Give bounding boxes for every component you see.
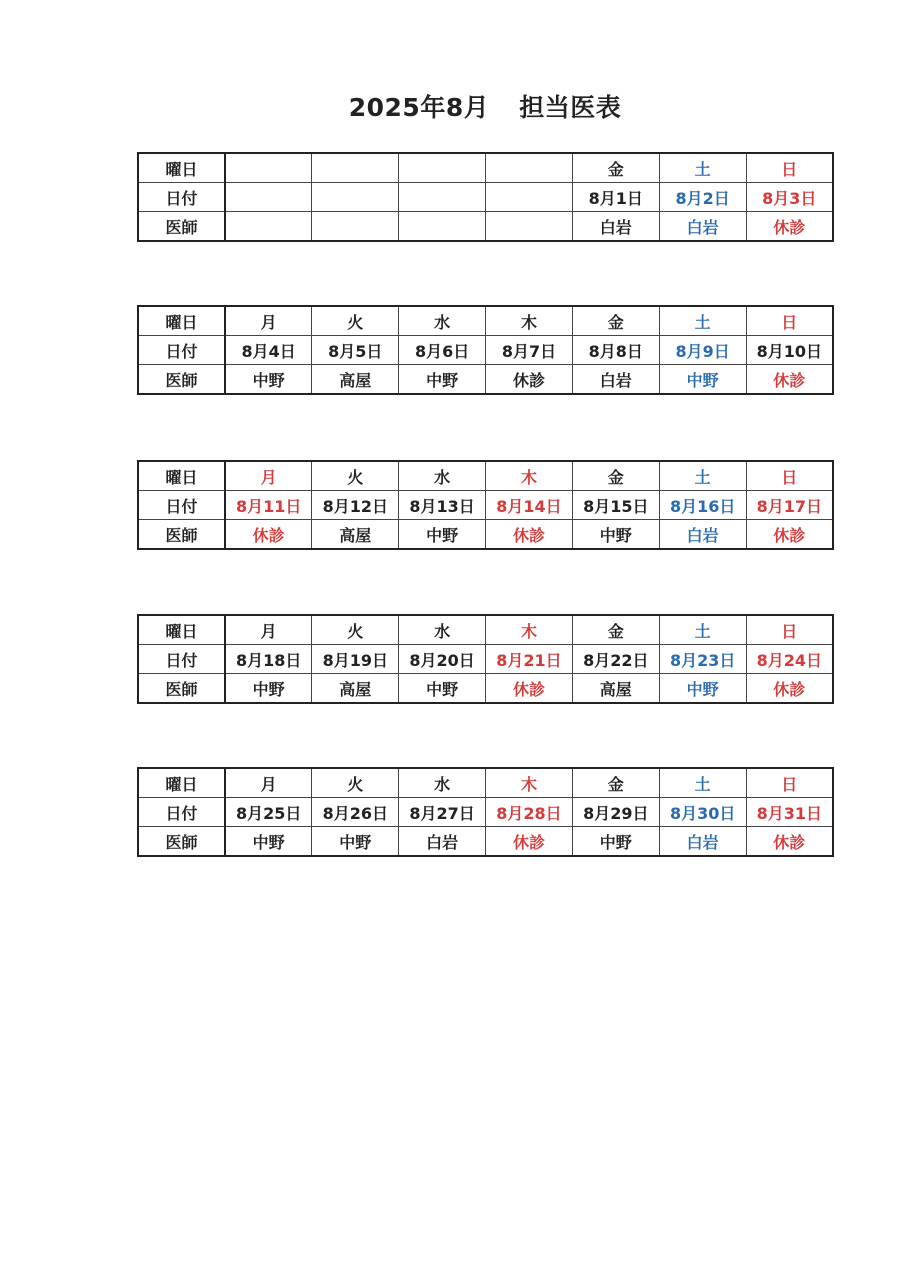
doctor-cell: 中野 — [225, 674, 312, 704]
date-row-label: 日付 — [138, 798, 225, 827]
page-title-year-month: 2025年8月 — [348, 93, 490, 122]
weekday-cell: 日 — [746, 461, 833, 491]
date-cell: 8月11日 — [225, 491, 312, 520]
week-table-3 — [137, 460, 834, 550]
weekday-cell — [225, 153, 312, 183]
doctor-row — [138, 520, 833, 550]
date-cell: 8月17日 — [746, 491, 833, 520]
doctor-cell: 休診 — [746, 365, 833, 395]
weekday-cell: 火 — [312, 768, 399, 798]
date-cell: 8月31日 — [746, 798, 833, 827]
doctor-row-label: 医師 — [138, 674, 225, 704]
weekday-cell: 木 — [486, 768, 573, 798]
doctor-row-label: 医師 — [138, 365, 225, 395]
doctor-cell: 中野 — [659, 674, 746, 704]
weekday-row — [138, 306, 833, 336]
date-cell: 8月15日 — [572, 491, 659, 520]
doctor-cell: 高屋 — [572, 674, 659, 704]
week-table-4 — [137, 614, 834, 704]
weekday-cell: 火 — [312, 306, 399, 336]
date-cell — [486, 183, 573, 212]
doctor-cell: 中野 — [572, 520, 659, 550]
date-cell: 8月7日 — [486, 336, 573, 365]
date-cell: 8月19日 — [312, 645, 399, 674]
weekday-cell: 水 — [399, 768, 486, 798]
weekday-cell: 木 — [486, 306, 573, 336]
week-table-2 — [137, 305, 834, 395]
doctor-cell: 中野 — [399, 520, 486, 550]
weekday-cell: 火 — [312, 461, 399, 491]
doctor-cell: 休診 — [486, 365, 573, 395]
doctor-cell — [399, 212, 486, 242]
doctor-cell: 中野 — [399, 365, 486, 395]
doctor-cell: 休診 — [746, 827, 833, 857]
date-cell: 8月5日 — [312, 336, 399, 365]
date-row-label: 日付 — [138, 491, 225, 520]
date-cell: 8月4日 — [225, 336, 312, 365]
date-cell: 8月24日 — [746, 645, 833, 674]
date-cell: 8月9日 — [659, 336, 746, 365]
page-title — [0, 88, 905, 124]
date-row — [138, 798, 833, 827]
doctor-row — [138, 365, 833, 395]
date-cell: 8月1日 — [572, 183, 659, 212]
date-cell: 8月28日 — [486, 798, 573, 827]
date-cell: 8月26日 — [312, 798, 399, 827]
weekday-row — [138, 615, 833, 645]
weekday-cell: 水 — [399, 461, 486, 491]
doctor-cell — [486, 212, 573, 242]
date-row-label: 日付 — [138, 645, 225, 674]
doctor-row — [138, 827, 833, 857]
doctor-cell: 白岩 — [399, 827, 486, 857]
weekday-cell: 日 — [746, 615, 833, 645]
doctor-cell: 休診 — [486, 827, 573, 857]
weekday-row-label: 曜日 — [138, 768, 225, 798]
weekday-cell: 火 — [312, 615, 399, 645]
doctor-cell: 白岩 — [572, 212, 659, 242]
weekday-cell: 日 — [746, 306, 833, 336]
weekday-cell: 月 — [225, 461, 312, 491]
date-cell — [225, 183, 312, 212]
date-row-label: 日付 — [138, 183, 225, 212]
date-cell: 8月10日 — [746, 336, 833, 365]
weekday-row-label: 曜日 — [138, 461, 225, 491]
date-cell: 8月25日 — [225, 798, 312, 827]
doctor-row — [138, 674, 833, 704]
weekday-cell: 土 — [659, 768, 746, 798]
doctor-cell: 休診 — [486, 520, 573, 550]
weekday-cell: 金 — [572, 306, 659, 336]
weekday-cell: 月 — [225, 768, 312, 798]
weekday-cell: 金 — [572, 768, 659, 798]
doctor-cell: 中野 — [399, 674, 486, 704]
date-cell: 8月3日 — [746, 183, 833, 212]
weekday-row — [138, 153, 833, 183]
weekday-row — [138, 768, 833, 798]
weekday-cell: 土 — [659, 306, 746, 336]
date-cell: 8月14日 — [486, 491, 573, 520]
doctor-cell: 白岩 — [659, 827, 746, 857]
date-cell: 8月30日 — [659, 798, 746, 827]
weekday-cell — [312, 153, 399, 183]
date-row — [138, 645, 833, 674]
doctor-cell: 中野 — [225, 365, 312, 395]
date-cell: 8月23日 — [659, 645, 746, 674]
weekday-cell: 水 — [399, 615, 486, 645]
weekday-cell: 金 — [572, 615, 659, 645]
doctor-cell: 休診 — [746, 212, 833, 242]
weekday-cell: 土 — [659, 461, 746, 491]
date-cell: 8月2日 — [659, 183, 746, 212]
doctor-cell: 白岩 — [572, 365, 659, 395]
doctor-cell: 白岩 — [659, 212, 746, 242]
date-cell: 8月21日 — [486, 645, 573, 674]
date-cell: 8月20日 — [399, 645, 486, 674]
weekday-cell: 月 — [225, 615, 312, 645]
doctor-cell: 中野 — [225, 827, 312, 857]
doctor-cell: 休診 — [746, 674, 833, 704]
doctor-cell: 中野 — [572, 827, 659, 857]
doctor-cell: 休診 — [486, 674, 573, 704]
doctor-cell: 高屋 — [312, 674, 399, 704]
doctor-cell: 高屋 — [312, 520, 399, 550]
date-cell: 8月8日 — [572, 336, 659, 365]
date-row — [138, 183, 833, 212]
weekday-row — [138, 461, 833, 491]
weekday-cell: 木 — [486, 461, 573, 491]
date-cell: 8月16日 — [659, 491, 746, 520]
page-title-subtitle: 担当医表 — [519, 93, 622, 122]
weekday-cell — [486, 153, 573, 183]
date-cell: 8月12日 — [312, 491, 399, 520]
weekday-cell: 日 — [746, 153, 833, 183]
weekday-row-label: 曜日 — [138, 615, 225, 645]
doctor-cell: 中野 — [312, 827, 399, 857]
weekday-row-label: 曜日 — [138, 153, 225, 183]
weekday-cell: 木 — [486, 615, 573, 645]
date-cell — [312, 183, 399, 212]
date-cell: 8月22日 — [572, 645, 659, 674]
weekday-cell — [399, 153, 486, 183]
date-cell — [399, 183, 486, 212]
date-row — [138, 491, 833, 520]
date-cell: 8月27日 — [399, 798, 486, 827]
doctor-row-label: 医師 — [138, 520, 225, 550]
doctor-row-label: 医師 — [138, 827, 225, 857]
week-table-1 — [137, 152, 834, 242]
weekday-row-label: 曜日 — [138, 306, 225, 336]
weekday-cell: 日 — [746, 768, 833, 798]
doctor-row-label: 医師 — [138, 212, 225, 242]
weekday-cell: 土 — [659, 153, 746, 183]
doctor-cell: 高屋 — [312, 365, 399, 395]
doctor-cell: 中野 — [659, 365, 746, 395]
doctor-cell: 休診 — [746, 520, 833, 550]
weekday-cell: 金 — [572, 153, 659, 183]
weekday-cell: 月 — [225, 306, 312, 336]
doctor-cell — [312, 212, 399, 242]
weekday-cell: 金 — [572, 461, 659, 491]
date-cell: 8月18日 — [225, 645, 312, 674]
doctor-row — [138, 212, 833, 242]
date-cell: 8月6日 — [399, 336, 486, 365]
weekday-cell: 土 — [659, 615, 746, 645]
doctor-cell: 白岩 — [659, 520, 746, 550]
date-row-label: 日付 — [138, 336, 225, 365]
weekday-cell: 水 — [399, 306, 486, 336]
date-cell: 8月13日 — [399, 491, 486, 520]
doctor-cell: 休診 — [225, 520, 312, 550]
week-table-5 — [137, 767, 834, 857]
doctor-cell — [225, 212, 312, 242]
date-row — [138, 336, 833, 365]
date-cell: 8月29日 — [572, 798, 659, 827]
